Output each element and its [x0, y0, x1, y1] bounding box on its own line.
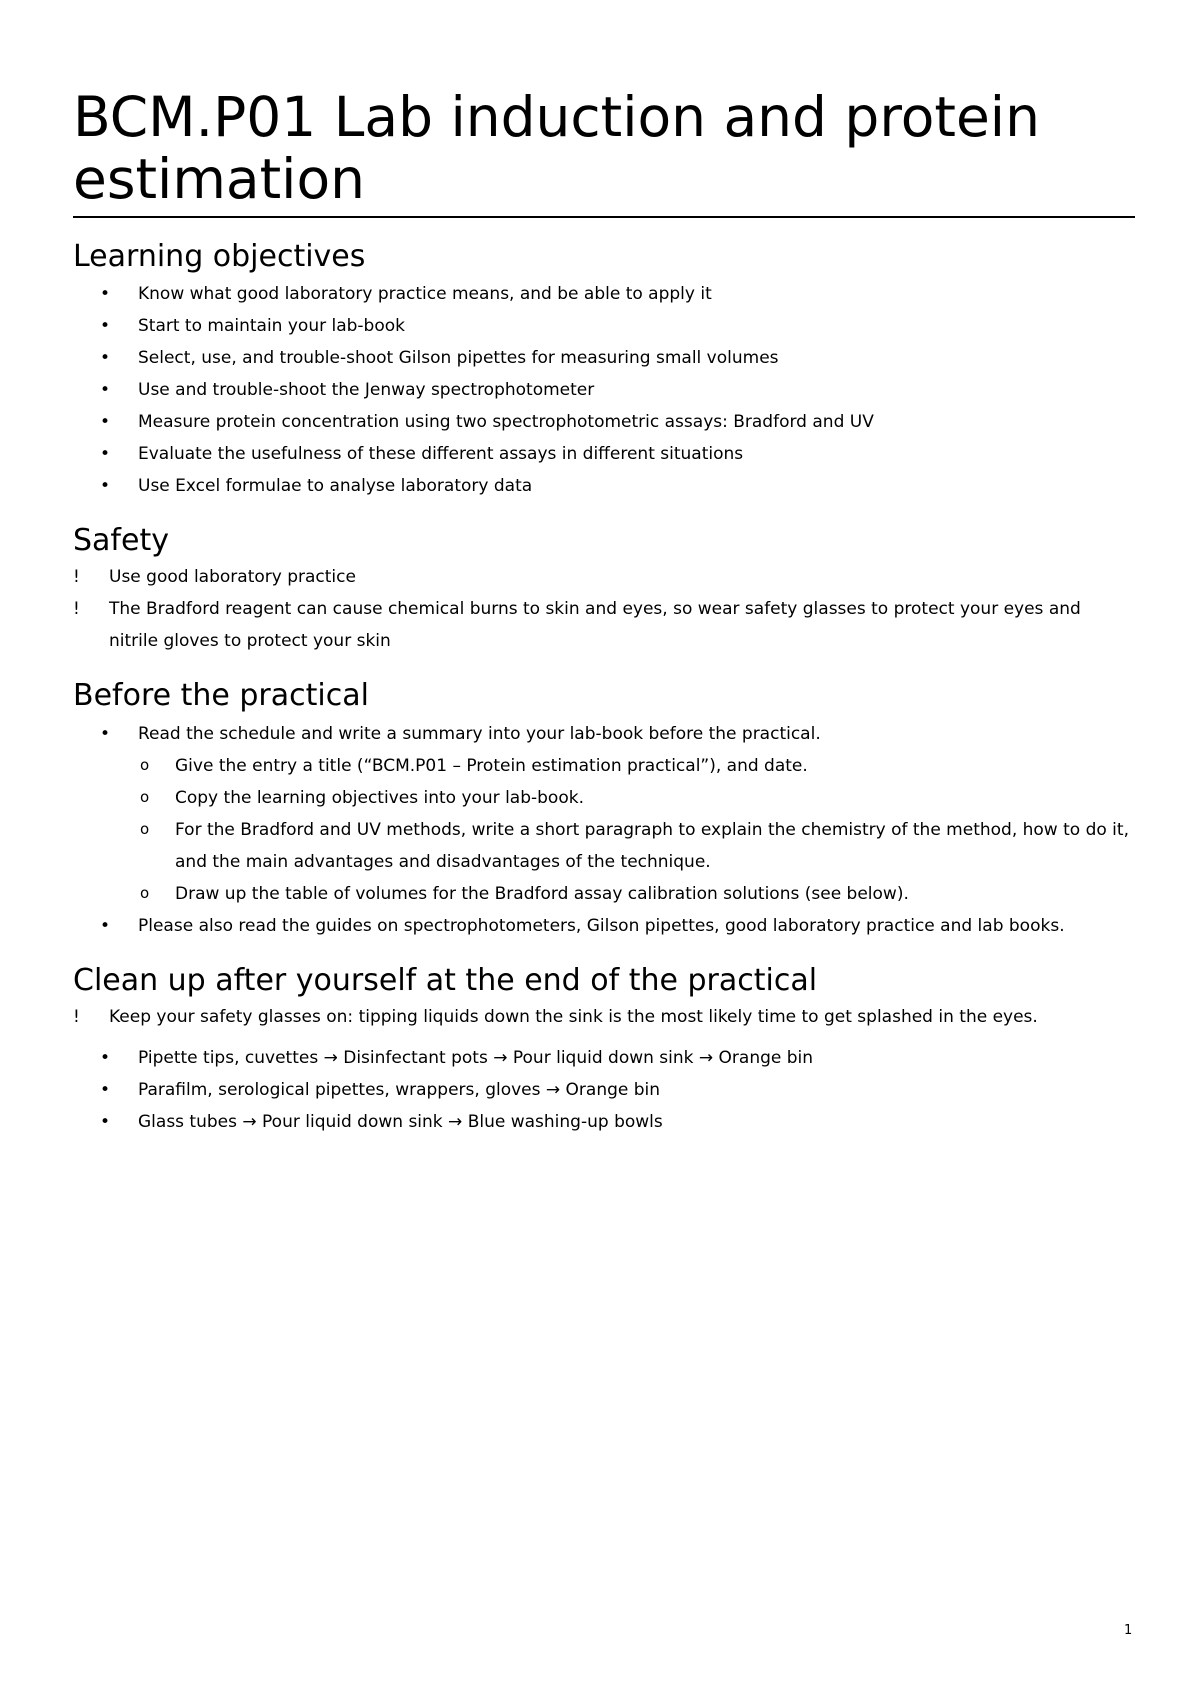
warning-item [73, 1001, 1135, 1033]
warning-item-text: Use good laboratory practice [109, 567, 356, 587]
exclamation-icon: ! [73, 599, 80, 619]
before-practical-heading: Before the practical [73, 678, 369, 713]
list-item [73, 278, 1135, 310]
list-item-text: Glass tubes → Pour liquid down sink → Blue washing-up bowls [138, 1112, 663, 1132]
list-item [73, 470, 1135, 502]
sub-list-item [73, 750, 1135, 782]
list-item [73, 1042, 1135, 1074]
list-item-text: Use Excel formulae to analyse laboratory data [138, 476, 533, 496]
bullet-icon: • [100, 284, 111, 304]
page-number: 1 [1124, 1623, 1133, 1638]
list-item [73, 1074, 1135, 1106]
safety-list [73, 561, 1135, 657]
sub-bullet-icon: o [140, 756, 150, 774]
list-item [73, 718, 1135, 750]
list-item-text: Use and trouble-shoot the Jenway spectrophotometer [138, 380, 595, 400]
bullet-icon: • [100, 476, 111, 496]
exclamation-icon: ! [73, 567, 80, 587]
list-item [73, 310, 1135, 342]
learning-objectives-heading: Learning objectives [73, 239, 366, 274]
bullet-icon: • [100, 380, 111, 400]
sub-list-item [73, 814, 1135, 878]
list-item [73, 910, 1135, 942]
bullet-icon: • [100, 444, 111, 464]
sub-list-item-text: Draw up the table of volumes for the Bradford assay calibration solutions (see below). [175, 884, 909, 904]
bullet-icon: • [100, 348, 111, 368]
page-content [73, 86, 1135, 1138]
safety-heading: Safety [73, 523, 169, 558]
sub-bullet-icon: o [140, 820, 150, 838]
cleanup-list [73, 1042, 1135, 1138]
list-item-text: Start to maintain your lab-book [138, 316, 405, 336]
bullet-icon: • [100, 724, 111, 744]
list-item-text: Pipette tips, cuvettes → Disinfectant pots → Pour liquid down sink → Orange bin [138, 1048, 814, 1068]
sub-list-item-text: Give the entry a title (“BCM.P01 – Protein estimation practical”), and date. [175, 756, 808, 776]
warning-item-text: The Bradford reagent can cause chemical burns to skin and eyes, so wear safety glasses to protect your eyes and nitrile gloves to protect your skin [109, 599, 1081, 651]
list-item [73, 438, 1135, 470]
cleanup-heading: Clean up after yourself at the end of the practical [73, 963, 818, 998]
sub-list-item [73, 878, 1135, 910]
list-item-text: Read the schedule and write a summary into your lab-book before the practical. [138, 724, 821, 744]
bullet-icon: • [100, 1112, 111, 1132]
list-item-text: Parafilm, serological pipettes, wrappers, gloves → Orange bin [138, 1080, 661, 1100]
cleanup-warning-list [73, 1001, 1135, 1033]
learning-objectives-list [73, 278, 1135, 502]
sub-bullet-icon: o [140, 788, 150, 806]
list-item [73, 406, 1135, 438]
warning-item [73, 593, 1135, 657]
list-item-text: Select, use, and trouble-shoot Gilson pipettes for measuring small volumes [138, 348, 779, 368]
sub-bullet-icon: o [140, 884, 150, 902]
warning-item-text: Keep your safety glasses on: tipping liquids down the sink is the most likely time to get splashed in the eyes. [109, 1007, 1038, 1027]
bullet-icon: • [100, 1080, 111, 1100]
bullet-icon: • [100, 412, 111, 432]
list-item [73, 1106, 1135, 1138]
list-item-text: Know what good laboratory practice means, and be able to apply it [138, 284, 712, 304]
bullet-icon: • [100, 316, 111, 336]
before-practical-list-continued [73, 910, 1135, 942]
list-item-text: Please also read the guides on spectrophotometers, Gilson pipettes, good laboratory practice and lab books. [138, 916, 1065, 936]
before-practical-list [73, 718, 1135, 750]
list-item [73, 342, 1135, 374]
list-item [73, 374, 1135, 406]
list-item-text: Measure protein concentration using two spectrophotometric assays: Bradford and UV [138, 412, 874, 432]
before-practical-sublist [73, 750, 1135, 910]
sub-list-item-text: Copy the learning objectives into your lab-book. [175, 788, 584, 808]
sub-list-item-text: For the Bradford and UV methods, write a short paragraph to explain the chemistry of the method, how to do it, and the main advantages and disadvantages of the technique. [175, 820, 1129, 872]
document-title: BCM.P01 Lab induction and protein estimation [73, 86, 1135, 218]
bullet-icon: • [100, 916, 111, 936]
list-item-text: Evaluate the usefulness of these different assays in different situations [138, 444, 744, 464]
sub-list-item [73, 782, 1135, 814]
bullet-icon: • [100, 1048, 111, 1068]
warning-item [73, 561, 1135, 593]
exclamation-icon: ! [73, 1007, 80, 1027]
